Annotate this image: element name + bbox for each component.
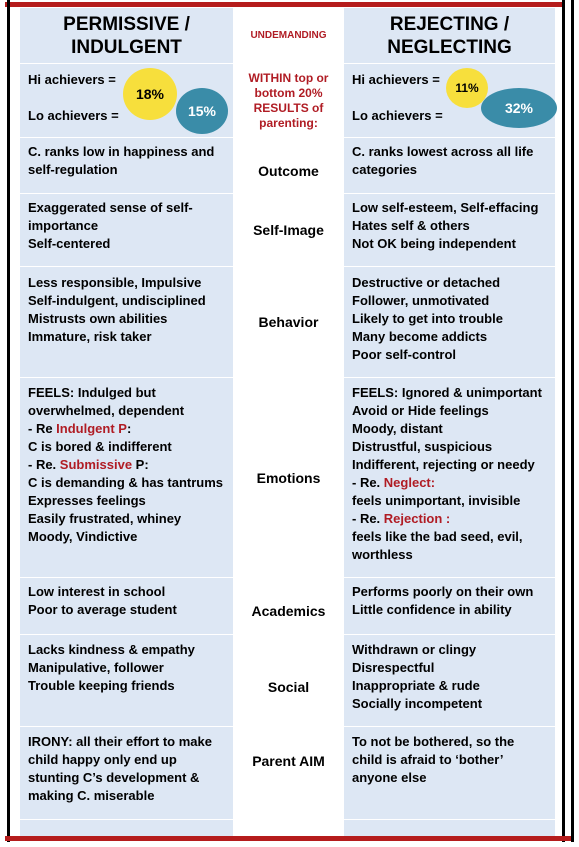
header-middle-text: UNDEMANDING — [250, 30, 327, 41]
empty-row-middle — [236, 820, 344, 836]
emotions-right-re-neglect-prefix: - Re. — [352, 475, 384, 490]
emotions-left-feels: FEELS: Indulged but overwhelmed, dependent — [28, 385, 185, 418]
academics-right — [344, 578, 558, 634]
parent-aim-left-text: IRONY: all their effort to make child happy only end up stunting C’s development & making C. miserable — [28, 734, 212, 803]
emotions-right-re-rejection-prefix: - Re. — [352, 511, 384, 526]
social-label: Social — [267, 678, 310, 695]
social-left-text: Lacks kindness & empathy Manipulative, follower Trouble keeping friends — [28, 642, 195, 693]
academics-left — [20, 578, 236, 634]
right-hi-achievers: Hi achievers = — [352, 72, 440, 87]
emotions-label-cell — [236, 378, 344, 577]
right-lo-achievers: Lo achievers = — [352, 108, 443, 123]
outcome-label: Outcome — [258, 162, 319, 179]
right-hi-percent: 11% — [455, 81, 479, 95]
left-lo-percent-bubble — [176, 88, 228, 134]
behavior-right-text: Destructive or detached Follower, unmotivated Likely to get into trouble Many become addicts Poor self-control — [352, 275, 503, 362]
academics-right-text: Performs poorly on their own Little confidence in ability — [352, 584, 534, 617]
emotions-right-neglect: Neglect: — [383, 475, 436, 490]
right-border — [571, 0, 574, 842]
achievers-middle — [236, 64, 344, 137]
academics-label: Academics — [251, 603, 326, 619]
self-image-right-text: Low self-esteem, Self-effacing Hates self & others Not OK being independent — [352, 200, 539, 251]
academics-label-cell — [236, 578, 344, 634]
behavior-right — [344, 267, 558, 377]
header-left-text: PERMISSIVE / INDULGENT — [63, 13, 190, 58]
emotions-left — [20, 378, 236, 577]
left-hi-achievers: Hi achievers = — [28, 72, 116, 87]
self-image-right — [344, 194, 558, 266]
social-label-cell — [236, 635, 344, 726]
header-right — [344, 8, 558, 63]
social-right-text: Withdrawn or clingy Disrespectful Inappropriate & rude Socially incompetent — [352, 642, 483, 711]
emotions-right-bad-seed: feels like the bad seed, evil, worthless — [352, 529, 523, 562]
self-image-left-text: Exaggerated sense of self-importance Self-centered — [28, 200, 193, 251]
left-hi-percent-bubble — [123, 68, 177, 120]
header-middle — [236, 8, 344, 63]
header-right-text: REJECTING / NEGLECTING — [387, 13, 512, 58]
emotions-left-submissive: Submissive — [59, 457, 133, 472]
emotions-left-bored: C is bored & indifferent — [28, 439, 172, 454]
emotions-left-p: P: — [132, 457, 149, 472]
empty-row-right — [344, 820, 558, 836]
emotions-right-rejection: Rejection : — [383, 511, 451, 526]
left-lo-achievers: Lo achievers = — [28, 108, 119, 123]
social-right — [344, 635, 558, 726]
emotions-left-re-indulgent-prefix: - Re — [28, 421, 57, 436]
emotions-left-re-submissive-prefix: - Re. — [28, 457, 60, 472]
emotions-right-feels: FEELS: Ignored & unimportant Avoid or Hide feelings Moody, distant Distrustful, suspicious Indifferent, rejecting or needy — [352, 385, 542, 472]
within-results-note: WITHIN top or bottom 20% RESULTS of parenting: — [248, 70, 329, 130]
behavior-label: Behavior — [258, 314, 319, 330]
outcome-left-text: C. ranks low in happiness and self-regulation — [28, 144, 215, 177]
emotions-right-unimportant: feels unimportant, invisible — [352, 493, 521, 508]
parent-aim-right-text: To not be bothered, so the child is afraid to ‘bother’ anyone else — [352, 734, 515, 785]
emotions-left-indulgent: Indulgent P — [56, 421, 127, 436]
emotions-right-text — [344, 378, 555, 564]
right-lo-percent: 32% — [504, 100, 534, 116]
outcome-left — [20, 138, 236, 193]
emotions-left-rest: C is demanding & has tantrums Expresses feelings Easily frustrated, whiney Moody, Vindictive — [28, 475, 224, 544]
behavior-label-cell — [236, 267, 344, 377]
emotions-right — [344, 378, 558, 577]
outcome-right-text: C. ranks lowest across all life categories — [352, 144, 534, 177]
outcome-label-cell — [236, 138, 344, 193]
self-image-label-cell — [236, 194, 344, 266]
outcome-right — [344, 138, 558, 193]
self-image-label: Self-Image — [253, 222, 324, 238]
left-hi-percent: 18% — [135, 86, 165, 102]
parent-aim-right — [344, 727, 558, 819]
self-image-left — [20, 194, 236, 266]
behavior-left-text: Less responsible, Impulsive Self-indulgent, undisciplined Mistrusts own abilities Immature, risk taker — [28, 275, 206, 344]
behavior-left — [20, 267, 236, 377]
social-left — [20, 635, 236, 726]
emotions-left-colon: : — [126, 421, 132, 436]
parent-aim-label-cell — [236, 727, 344, 819]
bottom-red-rule — [5, 836, 571, 841]
parent-aim-left — [20, 727, 236, 819]
left-lo-percent: 15% — [187, 103, 217, 119]
right-lo-percent-bubble — [481, 88, 557, 128]
empty-row-left — [20, 820, 236, 836]
parent-aim-label: Parent AIM — [252, 753, 325, 769]
academics-left-text: Low interest in school Poor to average student — [28, 584, 177, 617]
header-left — [20, 8, 236, 63]
emotions-left-text — [20, 378, 233, 546]
emotions-label: Emotions — [256, 469, 321, 486]
